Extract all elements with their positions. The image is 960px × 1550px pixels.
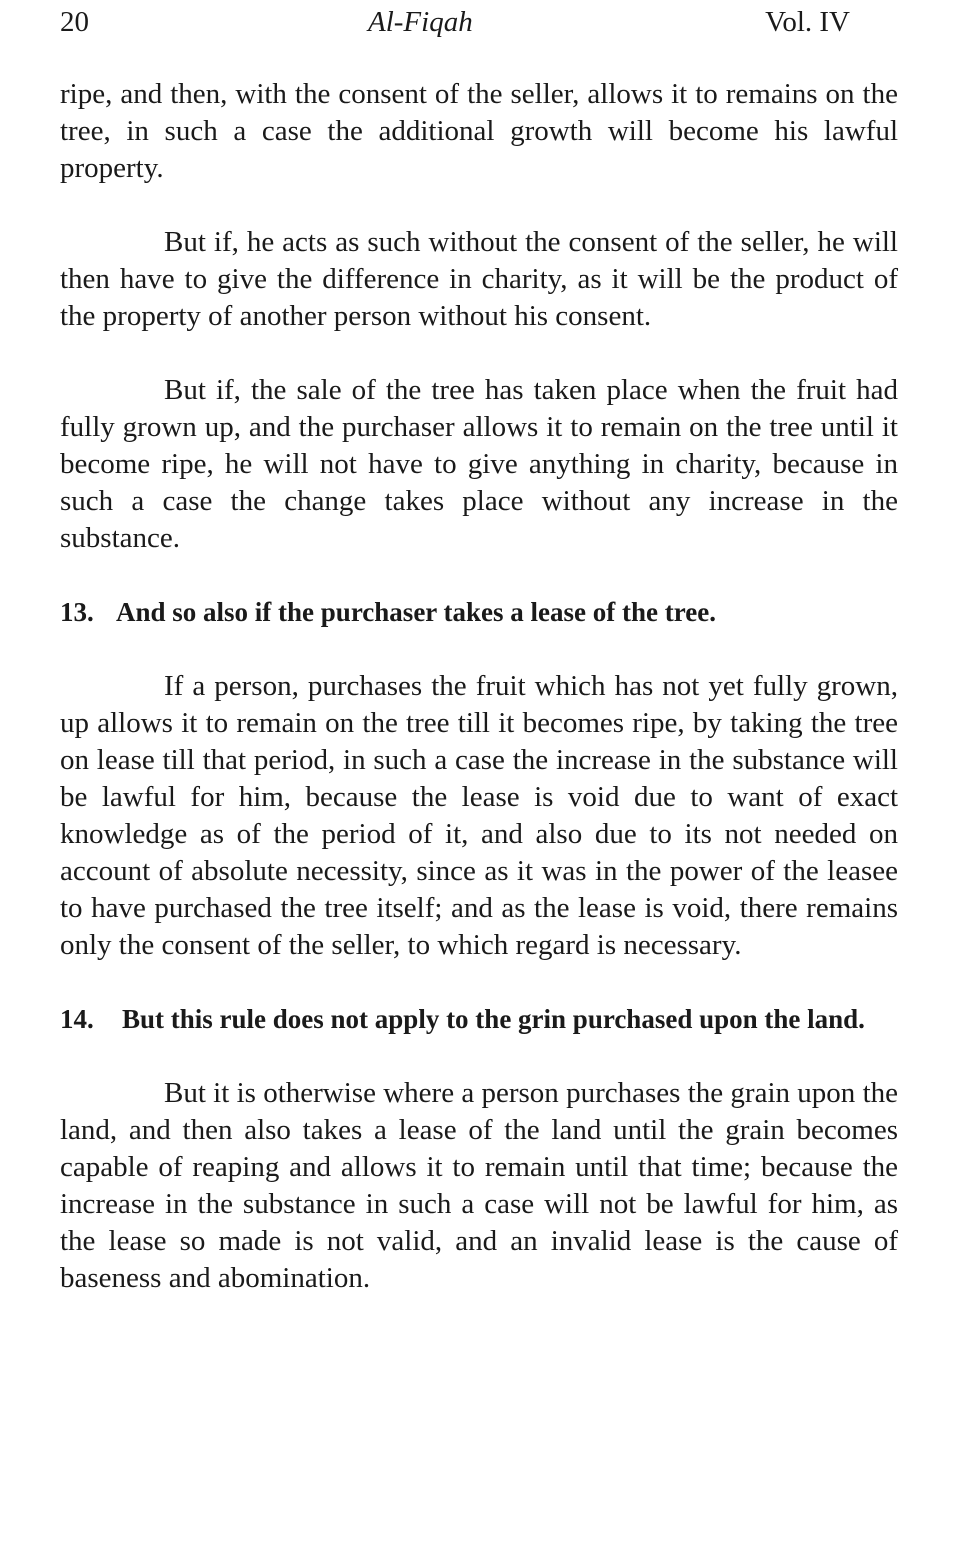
section-number: 14. — [60, 1004, 94, 1034]
volume-label: Vol. IV — [765, 6, 850, 38]
paragraph: If a person, purchases the fruit which has not yet fully grown, up allows it to remain on the tree till it becomes ripe, by taking the tree on lease till that period, in such a case the increase in the substance will be lawful for him, because the lease is void due to want of exact knowledge as of the period of it, and also due to its not needed on account of absolute necessity, since as it was in the power of the leasee to have purchased the tree itself; and as the lease is void, there remains only the consent of the seller, to which regard is necessary. — [60, 670, 898, 961]
book-title: Al-Fiqah — [368, 6, 473, 38]
paragraph: But if, he acts as such without the consent of the seller, he will then have to give the difference in charity, as it will be the product of the property of another person without his consent. — [60, 226, 898, 332]
document-page — [60, 0, 898, 1297]
section-heading-text: But this rule does not apply to the grin purchased upon the land. — [122, 1004, 865, 1034]
page-number: 20 — [60, 6, 89, 38]
body-text — [60, 76, 898, 1297]
section-heading-13 — [60, 594, 898, 631]
running-header — [60, 0, 898, 44]
section-heading-text: And so also if the purchaser takes a lease of the tree. — [116, 597, 716, 627]
paragraph-continuation: ripe, and then, with the consent of the seller, allows it to remains on the tree, in such a case the additional growth will become his lawful property. — [60, 78, 898, 184]
section-number: 13. — [60, 597, 94, 627]
paragraph: But if, the sale of the tree has taken place when the fruit had fully grown up, and the purchaser allows it to remain on the tree until it become ripe, he will not have to give anything in charity, because in such a case the change takes place without any increase in the substance. — [60, 374, 898, 554]
section-heading-14 — [60, 1001, 898, 1038]
paragraph: But it is otherwise where a person purchases the grain upon the land, and then also takes a lease of the land until the grain becomes capable of reaping and allows it to remain until that time; because the increase in the substance in such a case will not be lawful for him, as the lease so made is not valid, and an invalid lease is the cause of baseness and abomination. — [60, 1077, 898, 1294]
